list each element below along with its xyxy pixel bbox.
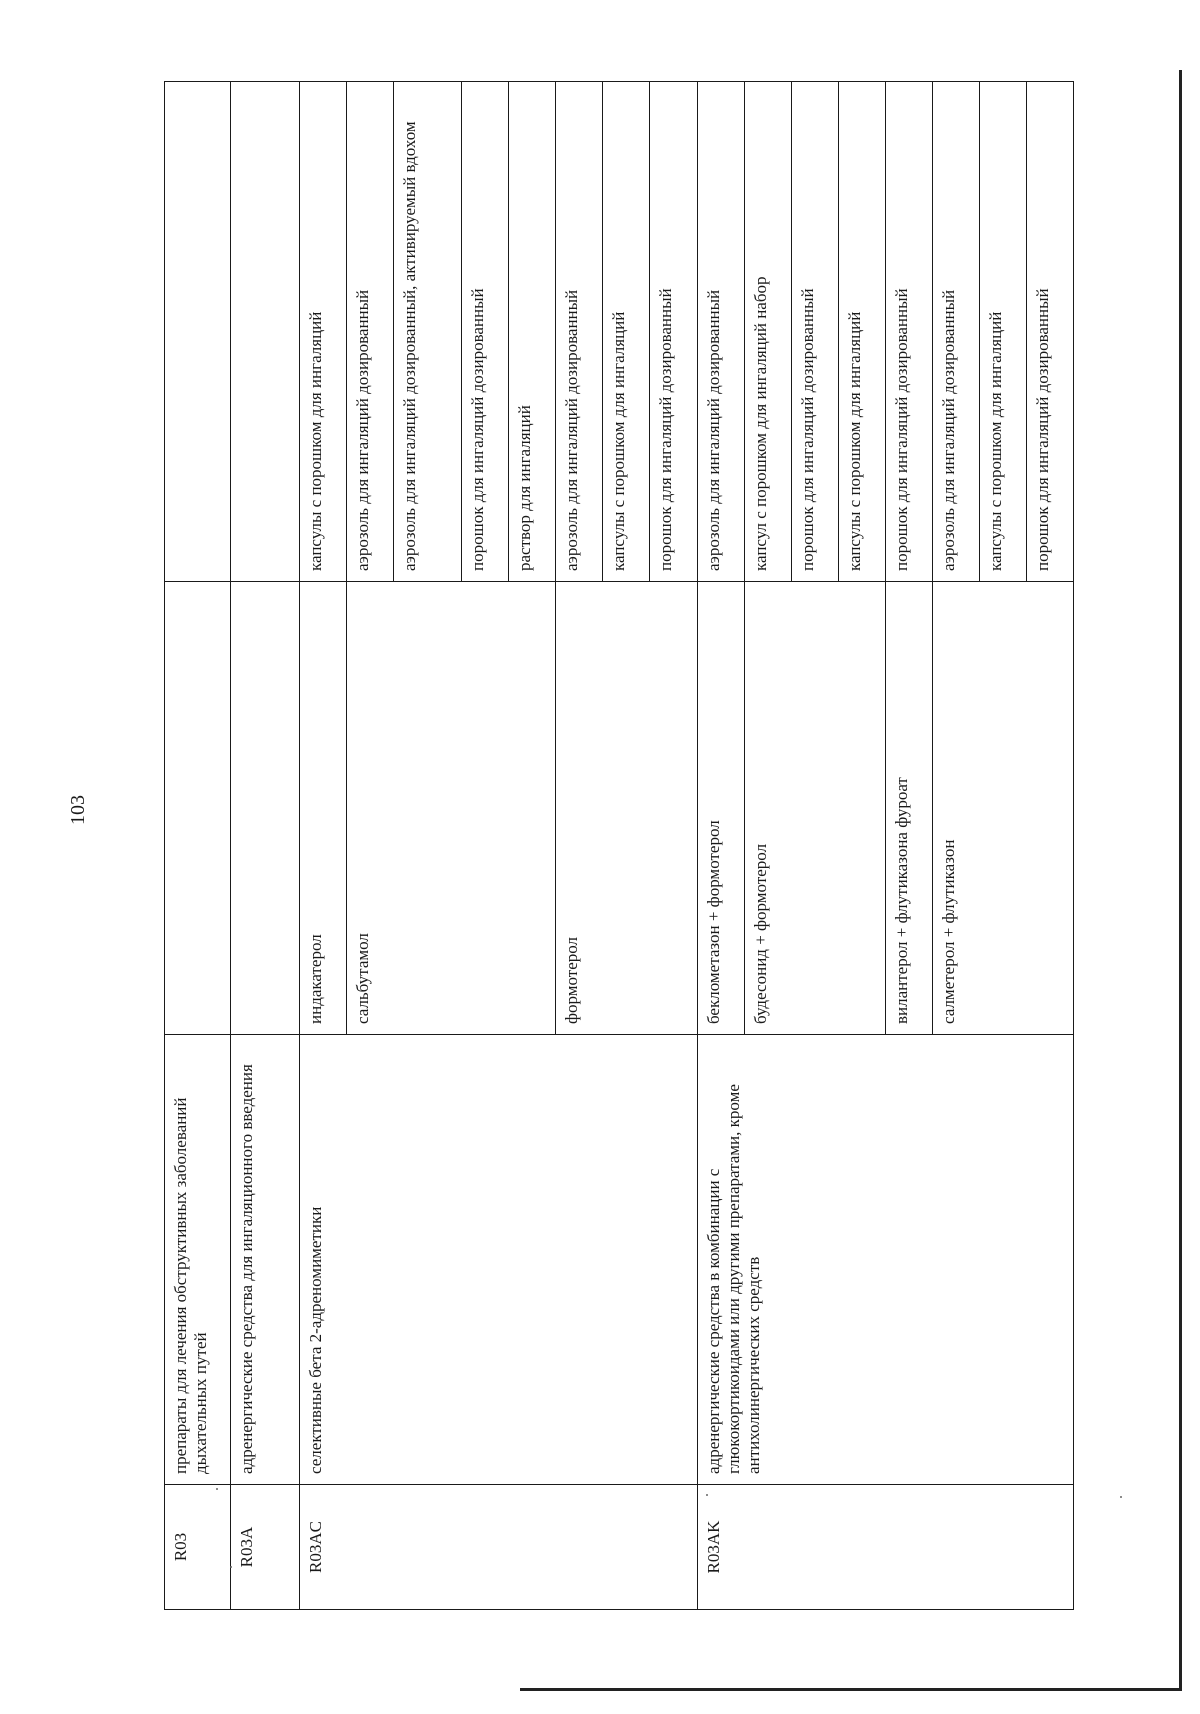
- atc-group-name-cell: препараты для лечения обструктивных заболеваний дыхательных путей: [165, 1035, 231, 1485]
- drug-name-cell: вилантерол + флутиказона фуроат: [885, 582, 932, 1035]
- atc-code-cell: R03: [165, 1485, 231, 1610]
- dosage-form-cell: раствор для ингаляций: [509, 82, 556, 582]
- dosage-form-cell: аэрозоль для ингаляций дозированный: [697, 82, 744, 582]
- dosage-form-cell: капсулы с порошком для ингаляций: [299, 82, 346, 582]
- drug-name-cell: будесонид + формотерол: [744, 582, 885, 1035]
- table-row-r03: [165, 82, 231, 1610]
- dosage-form-cell: капсулы с порошком для ингаляций: [979, 82, 1026, 582]
- drug-name-cell: формотерол: [556, 582, 697, 1035]
- dosage-form-cell: порошок для ингаляций дозированный: [1026, 82, 1073, 582]
- atc-group-name-cell: адренергические средства в комбинации с глюкокортикоидами или другими препаратами, кроме антихолинергических средств: [697, 1035, 1074, 1485]
- drug-name-cell: беклометазон + формотерол: [697, 582, 744, 1035]
- scan-speck: [706, 1494, 708, 1496]
- drug-name-cell: [231, 582, 299, 1035]
- dosage-form-cell: порошок для ингаляций дозированный: [885, 82, 932, 582]
- drug-table-frame: [164, 82, 1074, 1610]
- scan-speck: [216, 1488, 218, 1490]
- atc-code-cell: R03AC: [299, 1485, 697, 1610]
- dosage-form-cell: [231, 82, 299, 582]
- table-row-r03a: [231, 82, 299, 1610]
- scan-page-edge-right: [1179, 70, 1182, 1690]
- dosage-form-cell: аэрозоль для ингаляций дозированный: [556, 82, 603, 582]
- drug-name-cell: [165, 582, 231, 1035]
- atc-group-name-cell: селективные бета 2-адреномиметики: [299, 1035, 697, 1485]
- dosage-form-cell: порошок для ингаляций дозированный: [791, 82, 838, 582]
- drug-classification-table: [164, 81, 1074, 1610]
- atc-code-cell: R03A: [231, 1485, 299, 1610]
- drug-name-cell: салметерол + флутиказон: [932, 582, 1073, 1035]
- table-row-r03ac-1: [299, 82, 346, 1610]
- atc-group-name-cell: адренергические средства для ингаляционного введения: [231, 1035, 299, 1485]
- scan-page-edge-bottom: [520, 1688, 1182, 1691]
- scan-speck: [1120, 1496, 1122, 1498]
- page-number: 103: [67, 795, 89, 825]
- dosage-form-cell: капсулы с порошком для ингаляций: [838, 82, 885, 582]
- scan-speck: [230, 1566, 232, 1568]
- dosage-form-cell: [165, 82, 231, 582]
- dosage-form-cell: капсул с порошком для ингаляций набор: [744, 82, 791, 582]
- dosage-form-cell: порошок для ингаляций дозированный: [462, 82, 509, 582]
- dosage-form-cell: аэрозоль для ингаляций дозированный: [932, 82, 979, 582]
- dosage-form-cell: аэрозоль для ингаляций дозированный: [346, 82, 393, 582]
- dosage-form-cell: капсулы с порошком для ингаляций: [603, 82, 650, 582]
- table-row-r03ak-1: [697, 82, 744, 1610]
- drug-name-cell: индакатерол: [299, 582, 346, 1035]
- dosage-form-cell: порошок для ингаляций дозированный: [650, 82, 697, 582]
- atc-code-cell: R03AK: [697, 1485, 1074, 1610]
- drug-name-cell: сальбутамол: [346, 582, 556, 1035]
- dosage-form-cell: аэрозоль для ингаляций дозированный, активируемый вдохом: [393, 82, 461, 582]
